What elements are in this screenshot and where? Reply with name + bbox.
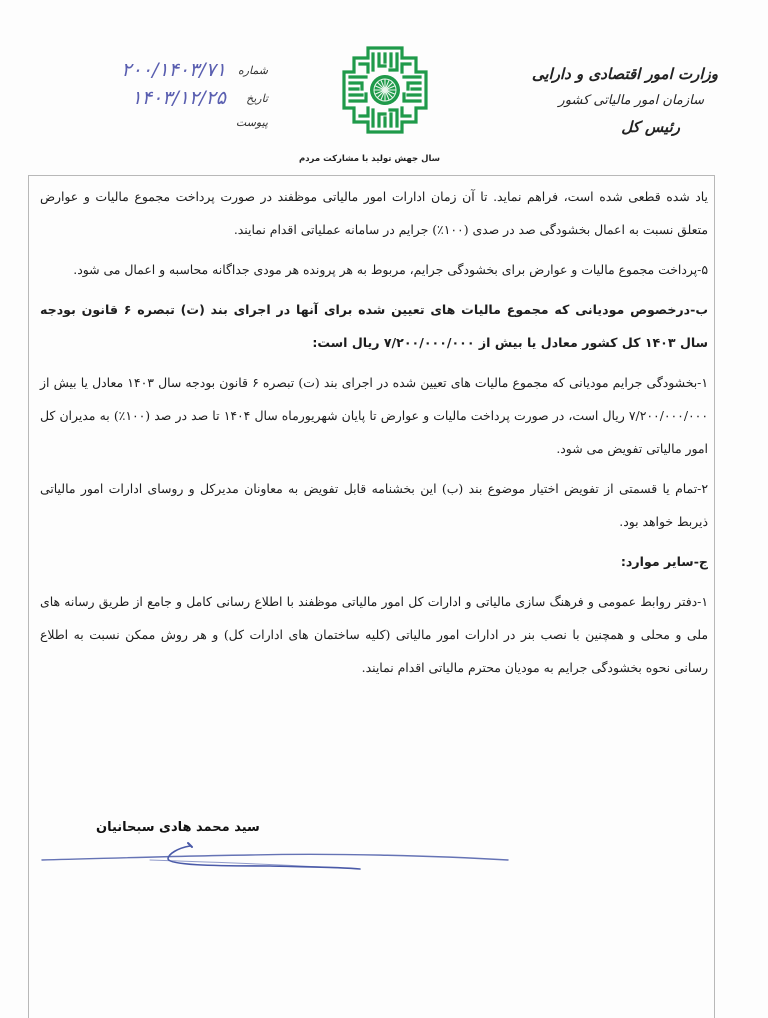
organization-name: سازمان امور مالیاتی کشور [558,93,704,108]
section-b-heading: ب-درخصوص مودیانی که مجموع مالیات های تعیین شده برای آنها در اجرای بند (ت) تبصره ۶ قانون بودجه سال ۱۴۰۳ کل کشور معادل یا بیش از ۷/۲۰۰/۰۰۰/۰۰۰ ریال است: [40,302,709,350]
ministry-name: وزارت امور اقتصادی و دارایی [531,65,718,83]
signatory-name: سید محمد هادی سبحانیان [96,820,260,835]
letter-meta-block [38,56,268,132]
date-label: تاریخ [246,91,268,105]
letter-attachment-row [38,112,268,132]
paragraph-section-c-item-1: ۱-دفتر روابط عمومی و فرهنگ سازی مالیاتی و ادارات کل امور مالیاتی موظفند با اطلاع رسانی کامل و جامع از طریق رسانه های ملی و محلی و همچنین با نصب بنر در ادارات امور مالیاتی (کلیه ساختمان های ادارات کل) و هر روش ممکن نسبت به اطلاع رسانی نحوه بخشودگی جرایم به مودیان محترم مالیاتی اقدام نمایند. [40,594,708,675]
year-slogan: سال جهش تولید با مشارکت مردم [298,154,440,164]
number-label: شماره [237,63,268,77]
paragraph-section-b-item-2: ۲-تمام یا قسمتی از تفویض اختیار موضوع بند (ب) این بخشنامه قابل تفویض به معاونان مدیرکل و روسای ادارات امور مالیاتی ذیربط خواهد بود. [40,481,708,529]
letter-date-row [38,84,268,112]
position-title: رئیس کل [621,118,680,136]
letter-body [40,180,708,684]
paragraph-section-b-item-1: ۱-بخشودگی جرایم مودیانی که مجموع مالیات های تعیین شده در اجرای بند (ت) تبصره ۶ قانون بودجه سال ۱۴۰۳ معادل یا بیش از ۷/۲۰۰/۰۰۰/۰۰۰ ریال است، در صورت پرداخت مالیات و عوارض تا پایان شهریورماه سال ۱۴۰۴ تا صد در صد (۱۰۰٪) به مدیران کل امور مالیاتی تفویض می شود. [40,375,708,456]
number-value: ۲۰۰/۱۴۰۳/۷۱ [121,59,226,81]
paragraph-continuation: یاد شده قطعی شده است، فراهم نماید. تا آن زمان ادارات امور مالیاتی موظفند در صورت پرداخت مجموع مالیات و عوارض متعلق نسبت به اعمال بخشودگی صد در صدی (۱۰۰٪) جرایم در سامانه عملیاتی اقدام نمایند. [40,189,708,237]
paragraph-item-5: ۵-پرداخت مجموع مالیات و عوارض برای بخشودگی جرایم، مربوط به هر پرونده هر مودی جداگانه محاسبه و اعمال می شود. [73,262,708,277]
letter-number-row [38,56,268,84]
handwritten-signature-icon [40,838,510,878]
letterhead-organization-block [518,60,718,140]
attachment-label: پیوست [235,115,268,129]
tax-organization-emblem-icon [340,44,430,136]
section-c-heading: ج-سایر موارد: [620,554,708,569]
letterhead-logo-block [298,44,440,164]
date-value: ۱۴۰۳/۱۲/۲۵ [131,87,226,109]
